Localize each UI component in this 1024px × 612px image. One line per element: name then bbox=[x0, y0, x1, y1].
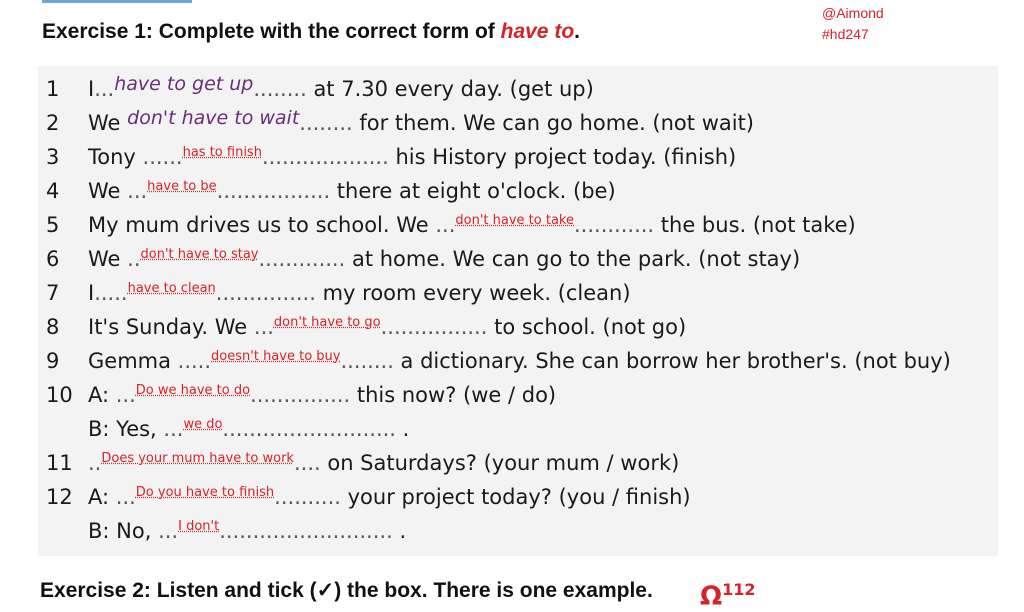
answer-dots: ... bbox=[94, 77, 115, 101]
item-text-after: at home. We can go to the park. (not stay) bbox=[345, 247, 801, 271]
watermark bbox=[822, 3, 884, 45]
answer-input[interactable]: don't have to wait bbox=[127, 107, 300, 129]
item-number: 9 bbox=[46, 349, 60, 373]
answer-input[interactable]: Does your mum have to work bbox=[101, 451, 294, 466]
top-accent-bar bbox=[42, 0, 192, 3]
item-text-after: at 7.30 every day. (get up) bbox=[306, 77, 594, 101]
answer-dots: .......................... bbox=[219, 519, 393, 543]
item-number: 5 bbox=[46, 213, 60, 237]
item-text-before: We bbox=[88, 111, 128, 135]
item-text-before: We bbox=[88, 179, 128, 203]
answer-input[interactable]: we do bbox=[183, 417, 223, 432]
answer-dots: .... bbox=[293, 451, 321, 475]
item-text-before: We bbox=[88, 247, 128, 271]
item-number: 8 bbox=[46, 315, 60, 339]
watermark-line1: @Aimond bbox=[822, 5, 884, 21]
answer-dots: .. bbox=[88, 451, 102, 475]
answer-dots: ............. bbox=[258, 247, 346, 271]
answer-dots: ... bbox=[435, 213, 456, 237]
answer-input[interactable]: I don't bbox=[178, 519, 220, 534]
item-text-after: . bbox=[395, 417, 410, 441]
answer-dots: ... bbox=[253, 315, 274, 339]
answer-dots: .......... bbox=[274, 485, 341, 509]
item-text-after: the bus. (not take) bbox=[654, 213, 856, 237]
track-number: 112 bbox=[722, 580, 756, 599]
item-text-after: a dictionary. She can borrow her brother's. (not buy) bbox=[393, 349, 951, 373]
answer-dots: ... bbox=[158, 519, 179, 543]
answer-dots: ..... bbox=[94, 281, 128, 305]
answer-input[interactable]: don't have to go bbox=[273, 315, 381, 330]
answer-dots: ............... bbox=[215, 281, 316, 305]
answer-dots: ........ bbox=[340, 349, 394, 373]
answer-dots: ...... bbox=[142, 145, 183, 169]
answer-dots: ............... bbox=[250, 383, 351, 407]
item-text-after: my room every week. (clean) bbox=[315, 281, 631, 305]
item-text-before: B: No, bbox=[88, 519, 159, 543]
item-text-after: this now? (we / do) bbox=[350, 383, 557, 407]
answer-dots: ............ bbox=[574, 213, 655, 237]
answer-dots: ................. bbox=[216, 179, 331, 203]
item-text-after: your project today? (you / finish) bbox=[340, 485, 691, 509]
answer-dots: ................... bbox=[261, 145, 389, 169]
answer-input[interactable]: has to finish bbox=[182, 145, 262, 160]
item-text-after: his History project today. (finish) bbox=[388, 145, 737, 169]
answer-dots: ........ bbox=[299, 111, 353, 135]
item-text-before: It's Sunday. We bbox=[88, 315, 254, 339]
item-number: 7 bbox=[46, 281, 60, 305]
answer-dots: ... bbox=[163, 417, 184, 441]
item-text-before: Gemma bbox=[88, 349, 178, 373]
answer-input[interactable]: Do we have to do bbox=[135, 383, 251, 398]
answer-input[interactable]: don't have to take bbox=[455, 213, 574, 228]
answer-input[interactable]: doesn't have to buy bbox=[211, 349, 341, 364]
answer-input[interactable]: Do you have to finish bbox=[135, 485, 275, 500]
item-number: 1 bbox=[46, 77, 60, 101]
item-text-after: . bbox=[392, 519, 407, 543]
item-number: 2 bbox=[46, 111, 60, 135]
answer-input[interactable]: have to be bbox=[147, 179, 217, 194]
item-text-before: My mum drives us to school. We bbox=[88, 213, 436, 237]
answer-input[interactable]: have to get up bbox=[114, 73, 254, 95]
answer-dots: .......................... bbox=[222, 417, 396, 441]
answer-dots: ... bbox=[127, 179, 148, 203]
item-text-before: I bbox=[88, 281, 95, 305]
exercise-title: Exercise 1: Complete with the correct form of have to. bbox=[42, 20, 580, 43]
item-number: 6 bbox=[46, 247, 60, 271]
title-highlight: have to bbox=[500, 20, 575, 43]
answer-input[interactable]: don't have to stay bbox=[140, 247, 259, 262]
answer-input[interactable]: have to clean bbox=[127, 281, 216, 296]
watermark-line2: #hd247 bbox=[822, 26, 869, 42]
audio-icon: $\Omega^{112}$ bbox=[700, 580, 756, 612]
item-text-before: A: bbox=[88, 485, 116, 509]
item-text-before: A: bbox=[88, 383, 116, 407]
answer-dots: ........ bbox=[253, 77, 307, 101]
exercise-2-title: Exercise 2: Listen and tick (✓) the box. There is one example. bbox=[40, 579, 653, 602]
item-number: 4 bbox=[46, 179, 60, 203]
item-number: 11 bbox=[46, 451, 73, 475]
answer-dots: .. bbox=[127, 247, 141, 271]
item-text-after: to school. (not go) bbox=[487, 315, 687, 339]
item-number: 10 bbox=[46, 383, 73, 407]
item-number: 12 bbox=[46, 485, 73, 509]
item-text-before: Tony bbox=[88, 145, 143, 169]
item-text-after: for them. We can go home. (not wait) bbox=[352, 111, 754, 135]
answer-dots: ... bbox=[115, 383, 136, 407]
item-text-before: B: Yes, bbox=[88, 417, 164, 441]
item-text-after: there at eight o'clock. (be) bbox=[330, 179, 616, 203]
item-text-after: on Saturdays? (your mum / work) bbox=[320, 451, 680, 475]
answer-dots: ................ bbox=[380, 315, 488, 339]
item-text-before: I bbox=[88, 77, 95, 101]
answer-dots: ..... bbox=[177, 349, 212, 373]
item-number: 3 bbox=[46, 145, 60, 169]
answer-dots: ... bbox=[115, 485, 136, 509]
